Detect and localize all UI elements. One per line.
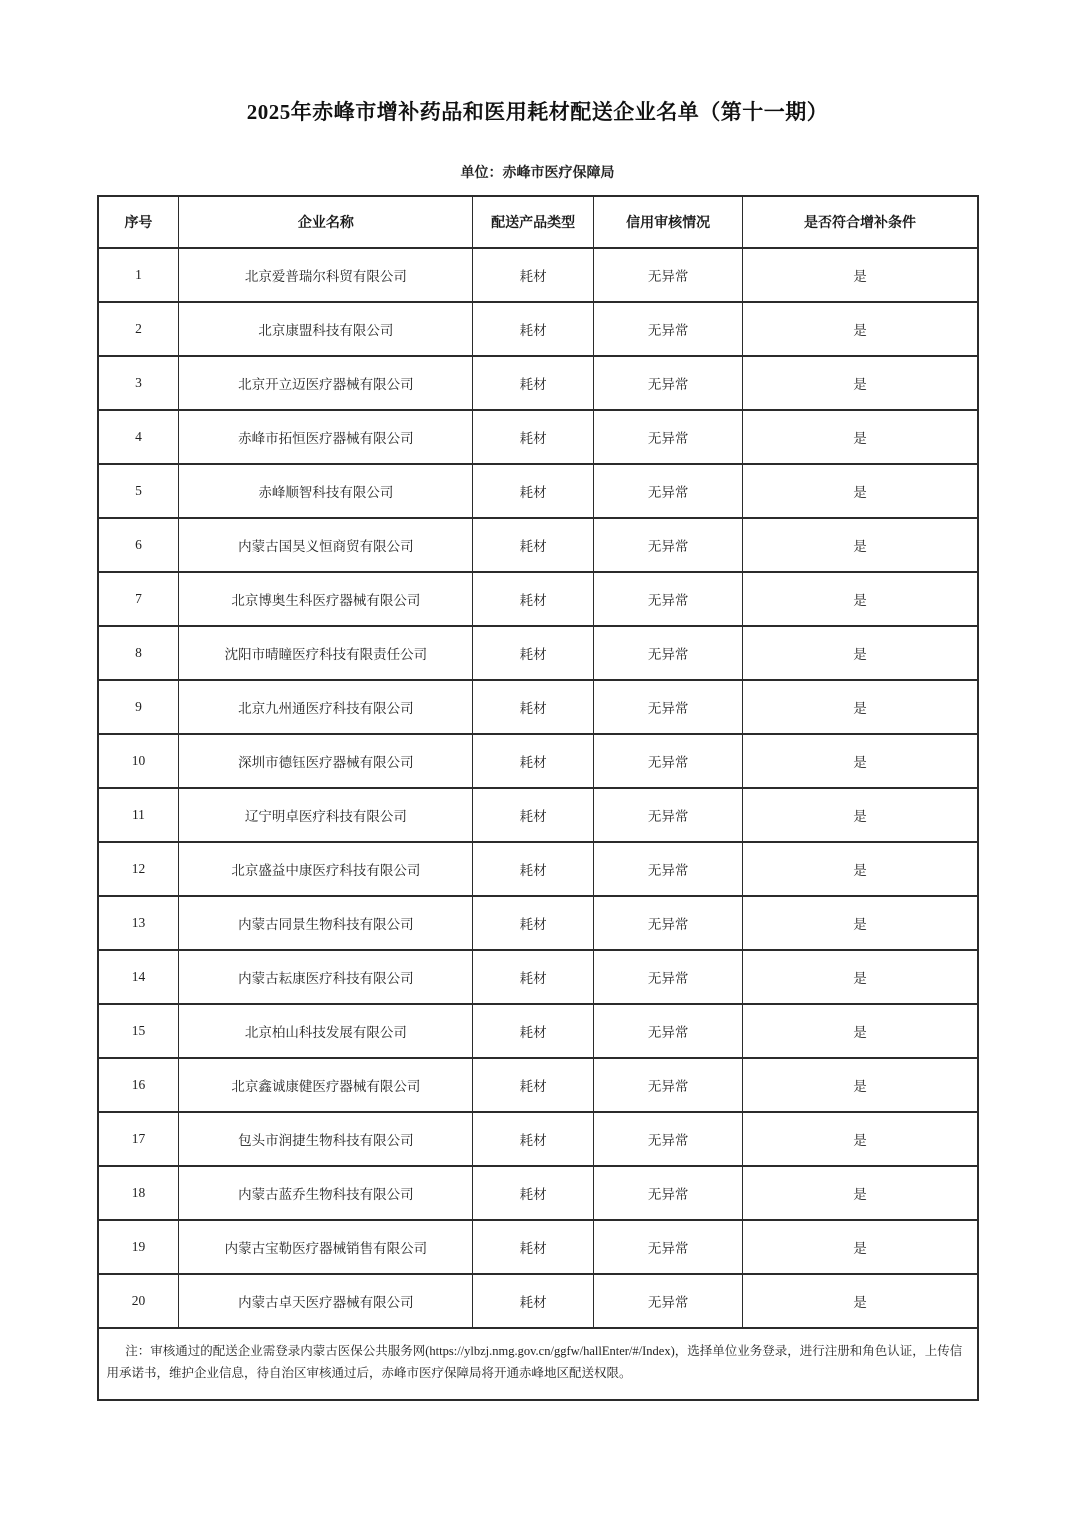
cell-credit-status: 无异常: [593, 356, 743, 410]
cell-credit-status: 无异常: [593, 788, 743, 842]
company-list-table: [97, 195, 979, 1401]
cell-index: 11: [98, 788, 179, 842]
cell-credit-status: 无异常: [593, 410, 743, 464]
cell-eligible: 是: [743, 680, 978, 734]
cell-product-type: 耗材: [473, 356, 594, 410]
cell-product-type: 耗材: [473, 1274, 594, 1328]
cell-index: 5: [98, 464, 179, 518]
cell-product-type: 耗材: [473, 1220, 594, 1274]
table-row: [98, 788, 978, 842]
cell-index: 3: [98, 356, 179, 410]
cell-credit-status: 无异常: [593, 1112, 743, 1166]
cell-eligible: 是: [743, 1274, 978, 1328]
cell-eligible: 是: [743, 896, 978, 950]
note-row: [98, 1328, 978, 1400]
cell-eligible: 是: [743, 734, 978, 788]
table-row: [98, 518, 978, 572]
cell-product-type: 耗材: [473, 302, 594, 356]
cell-product-type: 耗材: [473, 734, 594, 788]
cell-index: 4: [98, 410, 179, 464]
cell-credit-status: 无异常: [593, 1220, 743, 1274]
cell-eligible: 是: [743, 302, 978, 356]
cell-product-type: 耗材: [473, 1112, 594, 1166]
issuing-unit-subtitle: 单位：赤峰市医疗保障局: [460, 164, 615, 180]
cell-credit-status: 无异常: [593, 1058, 743, 1112]
table-row: [98, 842, 978, 896]
cell-product-type: 耗材: [473, 572, 594, 626]
cell-product-type: 耗材: [473, 1166, 594, 1220]
table-body: [98, 248, 978, 1328]
cell-index: 15: [98, 1004, 179, 1058]
cell-credit-status: 无异常: [593, 680, 743, 734]
cell-eligible: 是: [743, 626, 978, 680]
cell-eligible: 是: [743, 248, 978, 302]
cell-product-type: 耗材: [473, 842, 594, 896]
note-cell: [98, 1328, 978, 1400]
table-row: [98, 1004, 978, 1058]
cell-product-type: 耗材: [473, 1058, 594, 1112]
table-row: [98, 410, 978, 464]
cell-credit-status: 无异常: [593, 518, 743, 572]
cell-index: 17: [98, 1112, 179, 1166]
col-header-product-type: 配送产品类型: [473, 196, 594, 248]
cell-company-name: 内蒙古国昊义恒商贸有限公司: [179, 518, 473, 572]
cell-index: 7: [98, 572, 179, 626]
cell-eligible: 是: [743, 1058, 978, 1112]
cell-credit-status: 无异常: [593, 1274, 743, 1328]
cell-company-name: 辽宁明卓医疗科技有限公司: [179, 788, 473, 842]
cell-index: 16: [98, 1058, 179, 1112]
cell-credit-status: 无异常: [593, 1004, 743, 1058]
table-row: [98, 1058, 978, 1112]
cell-product-type: 耗材: [473, 950, 594, 1004]
cell-company-name: 北京开立迈医疗器械有限公司: [179, 356, 473, 410]
cell-product-type: 耗材: [473, 1004, 594, 1058]
table-row: [98, 572, 978, 626]
cell-index: 8: [98, 626, 179, 680]
cell-credit-status: 无异常: [593, 572, 743, 626]
cell-index: 19: [98, 1220, 179, 1274]
cell-index: 14: [98, 950, 179, 1004]
cell-product-type: 耗材: [473, 518, 594, 572]
cell-company-name: 包头市润捷生物科技有限公司: [179, 1112, 473, 1166]
cell-credit-status: 无异常: [593, 1166, 743, 1220]
cell-eligible: 是: [743, 1166, 978, 1220]
table-row: [98, 464, 978, 518]
cell-eligible: 是: [743, 410, 978, 464]
cell-index: 12: [98, 842, 179, 896]
cell-index: 6: [98, 518, 179, 572]
col-header-eligible: 是否符合增补条件: [743, 196, 978, 248]
col-header-company-name: 企业名称: [179, 196, 473, 248]
cell-credit-status: 无异常: [593, 950, 743, 1004]
table-row: [98, 896, 978, 950]
cell-company-name: 北京博奥生科医疗器械有限公司: [179, 572, 473, 626]
cell-company-name: 北京爱普瑞尔科贸有限公司: [179, 248, 473, 302]
cell-credit-status: 无异常: [593, 626, 743, 680]
cell-credit-status: 无异常: [593, 302, 743, 356]
cell-product-type: 耗材: [473, 896, 594, 950]
cell-eligible: 是: [743, 356, 978, 410]
cell-company-name: 内蒙古耘康医疗科技有限公司: [179, 950, 473, 1004]
cell-index: 2: [98, 302, 179, 356]
cell-index: 20: [98, 1274, 179, 1328]
table-row: [98, 950, 978, 1004]
cell-credit-status: 无异常: [593, 842, 743, 896]
cell-credit-status: 无异常: [593, 248, 743, 302]
cell-eligible: 是: [743, 464, 978, 518]
cell-index: 13: [98, 896, 179, 950]
table-row: [98, 1220, 978, 1274]
col-header-credit-status: 信用审核情况: [593, 196, 743, 248]
cell-company-name: 内蒙古同景生物科技有限公司: [179, 896, 473, 950]
table-header-row: [98, 196, 978, 248]
cell-company-name: 赤峰顺智科技有限公司: [179, 464, 473, 518]
cell-company-name: 赤峰市拓恒医疗器械有限公司: [179, 410, 473, 464]
cell-credit-status: 无异常: [593, 734, 743, 788]
cell-company-name: 内蒙古宝勒医疗器械销售有限公司: [179, 1220, 473, 1274]
cell-company-name: 沈阳市晴瞳医疗科技有限责任公司: [179, 626, 473, 680]
cell-company-name: 北京鑫诚康健医疗器械有限公司: [179, 1058, 473, 1112]
cell-product-type: 耗材: [473, 464, 594, 518]
cell-eligible: 是: [743, 842, 978, 896]
cell-company-name: 北京康盟科技有限公司: [179, 302, 473, 356]
col-header-index: 序号: [98, 196, 179, 248]
page-title: 2025年赤峰市增补药品和医用耗材配送企业名单（第十一期）: [246, 100, 829, 124]
cell-index: 9: [98, 680, 179, 734]
cell-product-type: 耗材: [473, 248, 594, 302]
cell-index: 18: [98, 1166, 179, 1220]
cell-company-name: 内蒙古卓天医疗器械有限公司: [179, 1274, 473, 1328]
table-row: [98, 1112, 978, 1166]
cell-eligible: 是: [743, 950, 978, 1004]
cell-product-type: 耗材: [473, 626, 594, 680]
footer-note: 注：审核通过的配送企业需登录内蒙古医保公共服务网(https://ylbzj.nmg.gov.cn/ggfw/hallEnter/#/Index)，选择单位业务登录，进行注册和角色认证，上传信用承诺书，维护企业信息，待自治区审核通过后，赤峰市医疗保障局将开通赤峰地区配送权限。: [106, 1344, 963, 1380]
table-row: [98, 734, 978, 788]
cell-index: 10: [98, 734, 179, 788]
cell-eligible: 是: [743, 572, 978, 626]
table-row: [98, 626, 978, 680]
cell-eligible: 是: [743, 1112, 978, 1166]
cell-product-type: 耗材: [473, 788, 594, 842]
cell-company-name: 北京九州通医疗科技有限公司: [179, 680, 473, 734]
cell-eligible: 是: [743, 1004, 978, 1058]
cell-eligible: 是: [743, 788, 978, 842]
table-header: [98, 196, 978, 248]
cell-company-name: 深圳市德钰医疗器械有限公司: [179, 734, 473, 788]
cell-eligible: 是: [743, 1220, 978, 1274]
cell-company-name: 北京柏山科技发展有限公司: [179, 1004, 473, 1058]
cell-product-type: 耗材: [473, 680, 594, 734]
cell-index: 1: [98, 248, 179, 302]
cell-eligible: 是: [743, 518, 978, 572]
cell-company-name: 北京盛益中康医疗科技有限公司: [179, 842, 473, 896]
cell-company-name: 内蒙古蓝乔生物科技有限公司: [179, 1166, 473, 1220]
table-row: [98, 302, 978, 356]
cell-product-type: 耗材: [473, 410, 594, 464]
cell-credit-status: 无异常: [593, 464, 743, 518]
table-row: [98, 248, 978, 302]
table-footer: [98, 1328, 978, 1400]
table-row: [98, 680, 978, 734]
table-row: [98, 356, 978, 410]
table-row: [98, 1274, 978, 1328]
table-row: [98, 1166, 978, 1220]
cell-credit-status: 无异常: [593, 896, 743, 950]
